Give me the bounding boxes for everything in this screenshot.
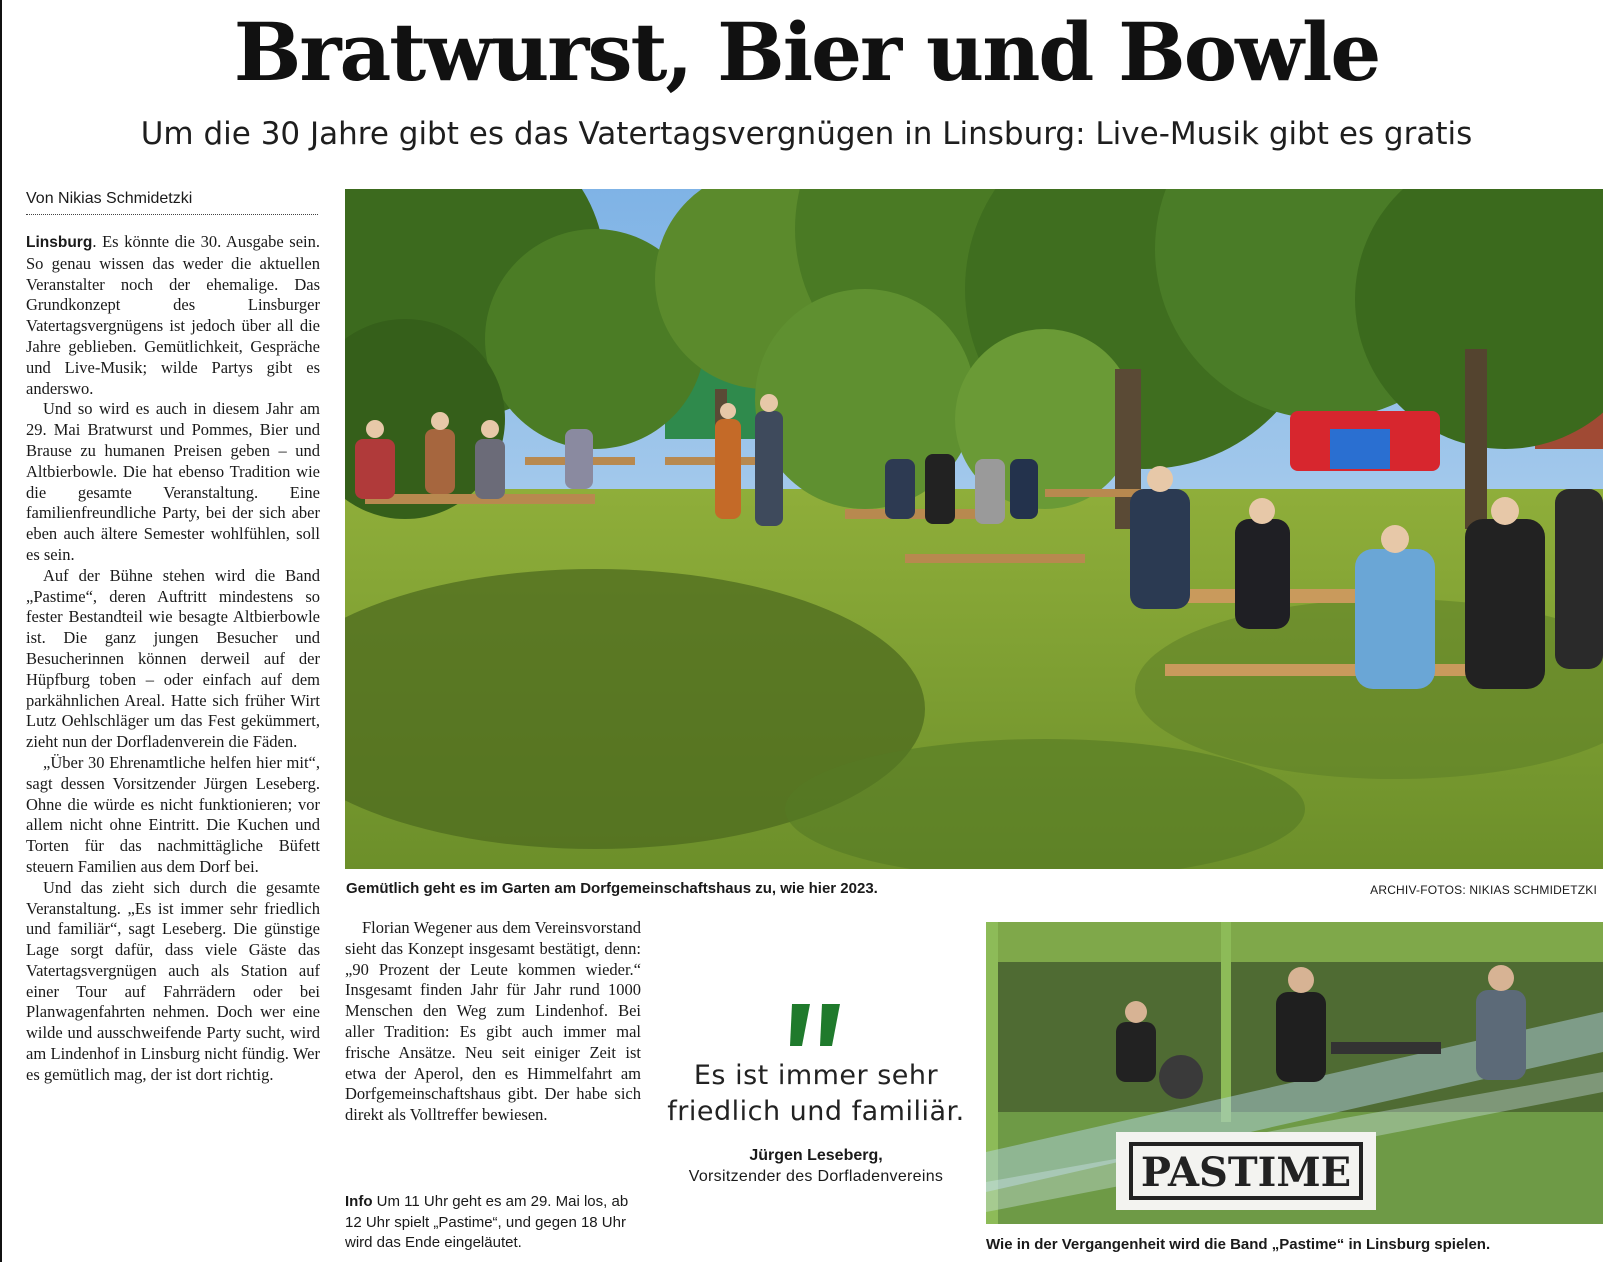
paragraph: „Über 30 Ehrenamtliche helfen hier mit“, sagt dessen Vorsitzender Jürgen Leseberg. Ohne die würde es nicht funktionieren; vor allem nicht ohne Eintritt. Die Kuchen und Torten für das nachmittägliche Büfett steuern Familien aus dem Dorf bei. — [26, 752, 320, 876]
article-column-1 — [26, 232, 320, 1086]
paragraph: Florian Wegener aus dem Vereinsvorstand sieht das Konzept insgesamt bestätigt, denn: „90 Prozent der Leute kommen wieder.“ Insgesamt finden Jahr für Jahr rund 1000 Menschen den Weg zum Lindenhof. Bei aller Tradition: Es gibt auch immer mal frische Ansätze. Neu seit einiger Zeit ist etwa der Aperol, den es Himmelfahrt am Dorfgemeinschaftshaus gibt. Der habe sich direkt als Volltreffer bewiesen. — [345, 918, 641, 1125]
pull-quote-author: Jürgen Leseberg, — [749, 1147, 883, 1164]
pull-quote-text: Es ist immer sehr friedlich und familiär. — [667, 1060, 965, 1127]
paragraph: Linsburg. Es könnte die 30. Ausgabe sein. So genau wissen das weder die aktuellen Veranstalter noch der ehemalige. Das Grundkonzept des Linsburger Vatertagsvergnügens ist jedoch über all die Jahre geblieben. Gemütlichkeit, Gespräche und Live-Musik; wilde Partys gibt es anderswo. — [26, 232, 320, 398]
garden-festival-photo — [345, 189, 1603, 869]
article-column-2 — [345, 918, 641, 1126]
byline: Von Nikias Schmidetzki — [26, 189, 318, 215]
page-edge-rule — [0, 0, 2, 1262]
main-photo-caption: Gemütlich geht es im Garten am Dorfgemeinschaftshaus zu, wie hier 2023. — [346, 880, 878, 897]
pull-quote-role: Vorsitzender des Dorfladenvereins — [688, 1168, 944, 1185]
paragraph: Auf der Bühne stehen wird die Band „Pastime“, deren Auftritt mindestens so fester Bestandteil wie besagte Altbierbowle ist. Die ganz jungen Besucher und Besucherinnen können derweil auf der Hüpfburg toben – oder einfach auf dem parkähnlichen Areal. Hatte sich früher Wirt Lutz Oehlschläger um das Fest gekümmert, zieht nun der Dorfladenverein die Fäden. — [26, 565, 320, 752]
info-label: Info — [345, 1193, 373, 1210]
paragraph: Und das zieht sich durch die gesamte Veranstaltung. „Es ist immer sehr friedlich und familiär“, sagt Leseberg. Die günstige Lage sorgt dafür, dass viele Gäste das Vatertagsvergnügen auch als Station auf einer Tour auf Fahrrädern oder bei Planwagenfahrten nehmen. Doch wer eine wilde und ausschweifende Party sucht, wird am Lindenhof in Linsburg nicht fündig. Wer es gemütlich mag, der ist dort richtig. — [26, 877, 320, 1084]
info-text: Um 11 Uhr geht es am 29. Mai los, ab 12 Uhr spielt „Pastime“, und gegen 18 Uhr wird das Ende eingeläutet. — [345, 1193, 629, 1251]
band-stage-photo — [986, 922, 1603, 1224]
headline: Bratwurst, Bier und Bowle — [233, 5, 1380, 99]
dateline: Linsburg — [26, 234, 93, 251]
subheadline: Um die 30 Jahre gibt es das Vatertagsvergnügen in Linsburg: Live-Musik gibt es gratis — [140, 116, 1473, 152]
quote-mark-icon — [786, 1002, 846, 1048]
paragraph: Und so wird es auch in diesem Jahr am 29. Mai Bratwurst und Pommes, Bier und Brause zu humanen Preisen geben – und Altbierbowle. Die hat ebenso Tradition wie die gesamte Veranstaltung. Eine familienfreundliche Party, bei der sich aber eben auch ältere Semester wohlfühlen, soll es sein. — [26, 399, 320, 564]
photo-credit: ARCHIV-FOTOS: NIKIAS SCHMIDETZKI — [1370, 883, 1597, 897]
band-banner-text: PASTIME — [1140, 1149, 1352, 1196]
band-photo-caption: Wie in der Vergangenheit wird die Band „Pastime“ in Linsburg spielen. — [986, 1236, 1491, 1253]
info-box — [345, 1192, 641, 1254]
